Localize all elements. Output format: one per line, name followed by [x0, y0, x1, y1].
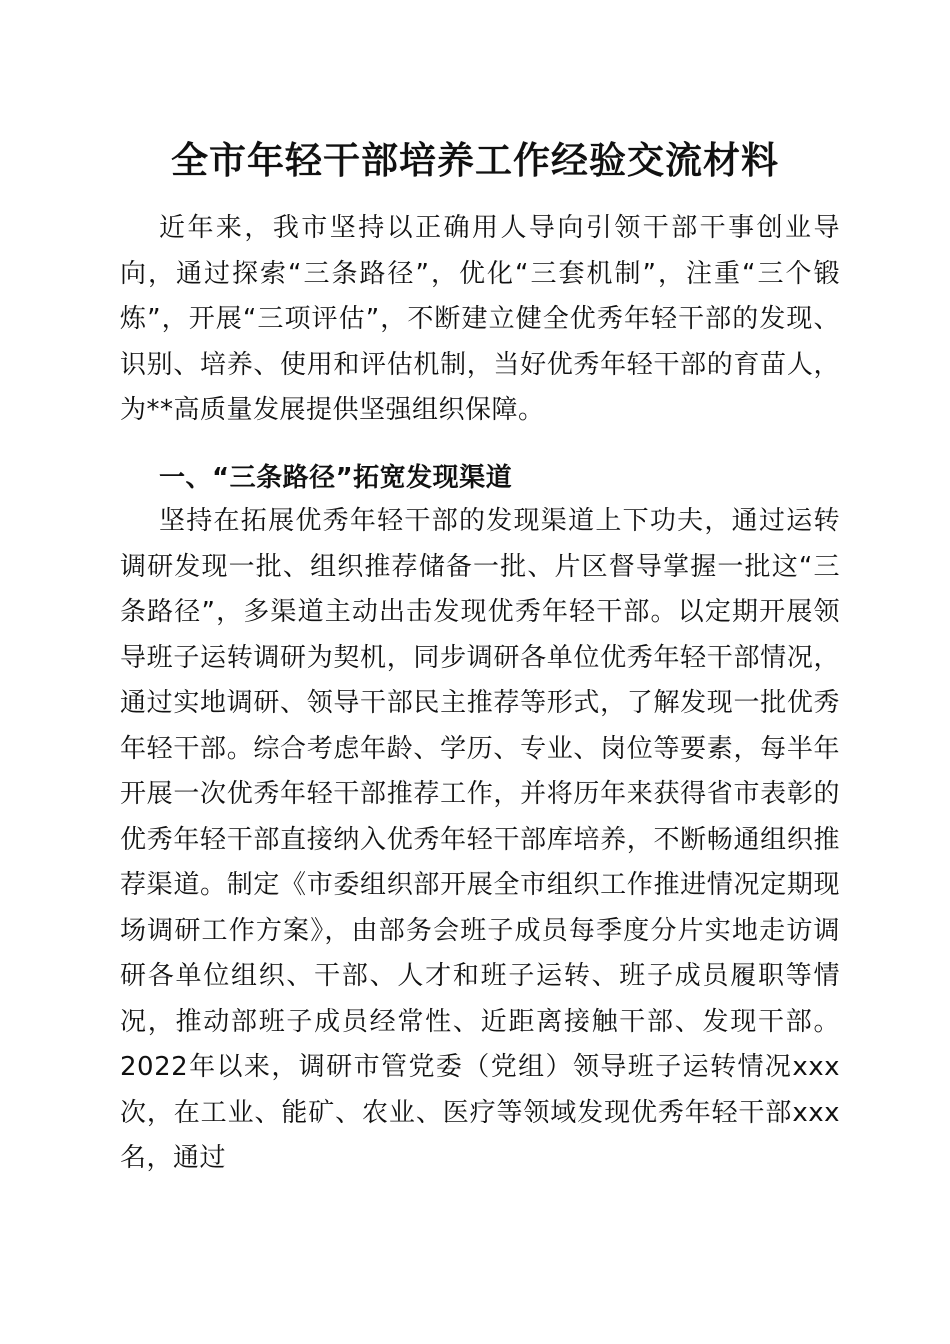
- section-heading: 一、“三条路径”拓宽发现渠道: [159, 463, 513, 493]
- section-paragraph: 坚持在拓展优秀年轻干部的发现渠道上下功夫，通过运转调研发现一批、组织推荐储备一批、片区督导掌握一批这“三条路径”，多渠道主动出击发现优秀年轻干部。以定期开展领导班子运转调研为契机，同步调研各单位优秀年轻干部情况，通过实地调研、领导干部民主推荐等形式，了解发现一批优秀年轻干部。综合考虑年龄、学历、专业、岗位等要素，每半年开展一次优秀年轻干部推荐工作，并将历年来获得省市表彰的优秀年轻干部直接纳入优秀年轻干部库培养，不断畅通组织推荐渠道。制定《市委组织部开展全市组织工作推进情况定期现场调研工作方案》，由部务会班子成员每季度分片实地走访调研各单位组织、干部、人才和班子运转、班子成员履职等情况，推动部班子成员经常性、近距离接触干部、发现干部。2022年以来，调研市管党委（党组）领导班子运转情况xxx次，在工业、能矿、农业、医疗等领域发现优秀年轻干部xxx名，通过: [120, 506, 840, 1173]
- document-title: 全市年轻干部培养工作经验交流材料: [171, 138, 779, 182]
- intro-paragraph: 近年来，我市坚持以正确用人导向引领干部干事创业导向，通过探索“三条路径”，优化“三套机制”，注重“三个锻炼”，开展“三项评估”，不断建立健全优秀年轻干部的发现、识别、培养、使用和评估机制，当好优秀年轻干部的育苗人，为**高质量发展提供坚强组织保障。: [120, 213, 840, 425]
